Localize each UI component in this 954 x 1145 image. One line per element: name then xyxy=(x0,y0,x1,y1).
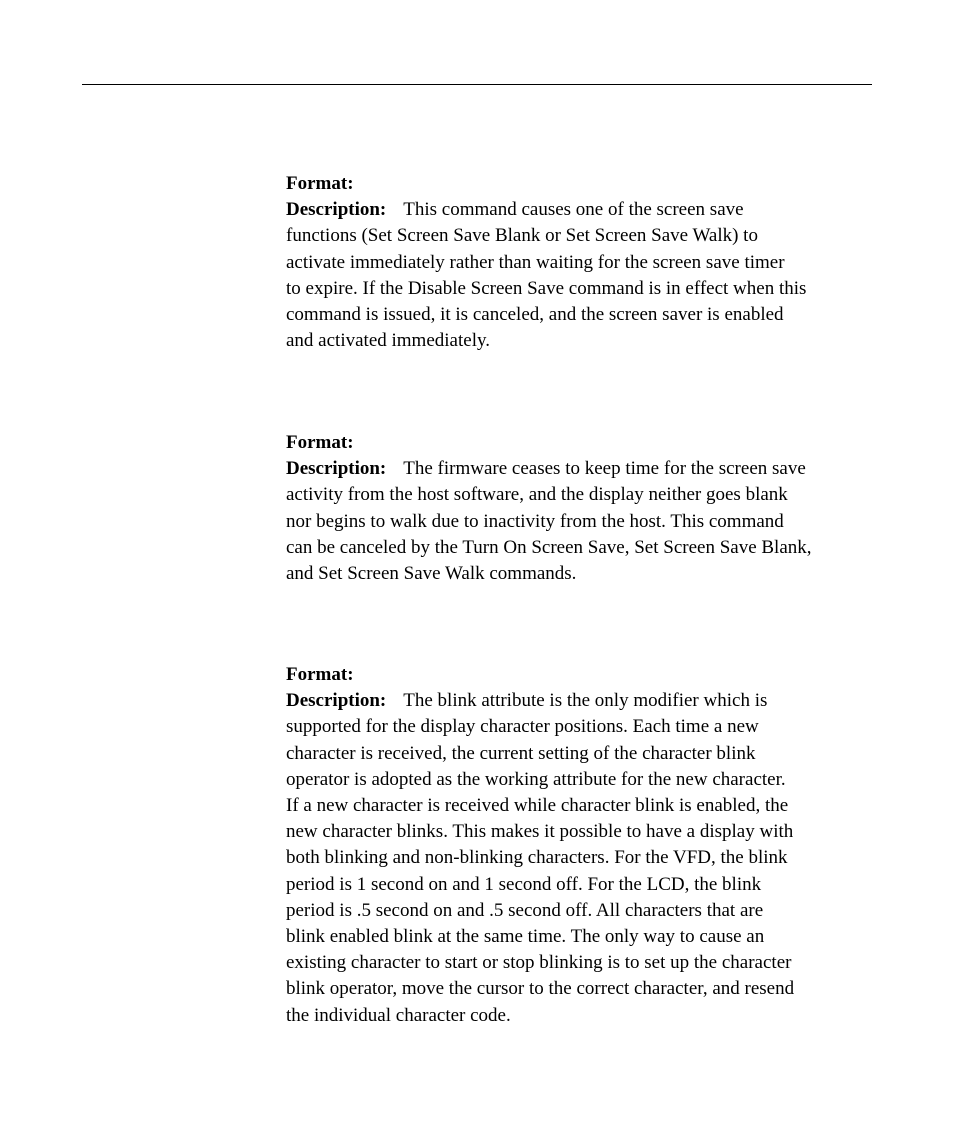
description-line: character is received, the current setting of the character blink xyxy=(286,742,756,764)
description-line: blink operator, move the cursor to the correct character, and resend xyxy=(286,978,795,1000)
description-line: both blinking and non-blinking characters. For the VFD, the blink xyxy=(286,847,788,869)
description-line: activate immediately rather than waiting for the screen save timer xyxy=(286,251,785,273)
description-line: nor begins to walk due to inactivity from the host. This command xyxy=(286,510,784,532)
format-label: Format: xyxy=(286,432,354,453)
command-section-character-blink xyxy=(286,662,871,1029)
description-line: Description: The blink attribute is the only modifier which is xyxy=(286,690,768,712)
description-line: new character blinks. This makes it possible to have a display with xyxy=(286,821,794,843)
description-line: If a new character is received while character blink is enabled, the xyxy=(286,795,789,817)
description-line: supported for the display character positions. Each time a new xyxy=(286,716,759,738)
description-label: Description: xyxy=(286,199,387,221)
description-label: Description: xyxy=(286,458,387,480)
header-rule xyxy=(82,84,872,85)
description-line: period is 1 second on and 1 second off. For the LCD, the blink xyxy=(286,873,762,895)
description-line: can be canceled by the Turn On Screen Save, Set Screen Save Blank, xyxy=(286,536,812,558)
format-label: Format: xyxy=(286,173,354,194)
format-label: Format: xyxy=(286,664,354,685)
description-label: Description: xyxy=(286,690,387,712)
description-line: Description: This command causes one of the screen save xyxy=(286,199,744,221)
description-line: existing character to start or stop blinking is to set up the character xyxy=(286,952,792,974)
description-line: functions (Set Screen Save Blank or Set Screen Save Walk) to xyxy=(286,225,758,247)
command-section-screen-save-on xyxy=(286,171,871,354)
description-line: period is .5 second on and .5 second off. All characters that are xyxy=(286,899,764,921)
description-line: operator is adopted as the working attribute for the new character. xyxy=(286,768,786,790)
command-section-disable-screen-save xyxy=(286,430,871,587)
description-line: command is issued, it is canceled, and the screen saver is enabled xyxy=(286,304,784,326)
description-line: and Set Screen Save Walk commands. xyxy=(286,563,577,585)
description-line: Description: The firmware ceases to keep time for the screen save xyxy=(286,458,806,480)
description-line: activity from the host software, and the display neither goes blank xyxy=(286,484,788,506)
description-line: blink enabled blink at the same time. The only way to cause an xyxy=(286,926,765,948)
description-line: to expire. If the Disable Screen Save command is in effect when this xyxy=(286,277,807,299)
description-line: and activated immediately. xyxy=(286,330,490,352)
description-line: the individual character code. xyxy=(286,1004,511,1026)
